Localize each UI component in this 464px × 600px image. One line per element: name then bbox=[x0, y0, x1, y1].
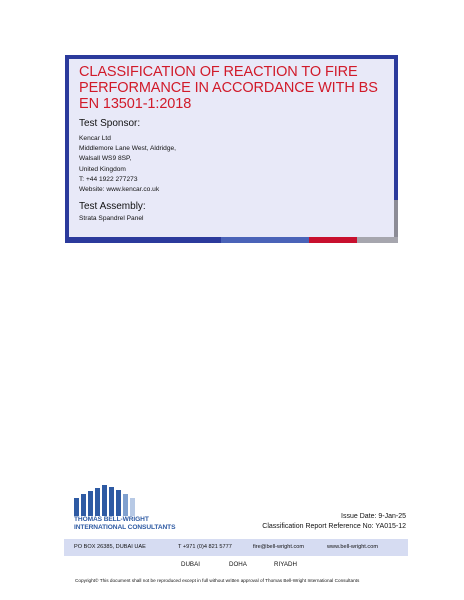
sponsor-line: T: +44 1922 277273 bbox=[79, 175, 138, 183]
cover-frame-right bbox=[394, 55, 398, 200]
company-logo bbox=[74, 483, 194, 531]
city-riyadh: RIYADH bbox=[274, 561, 297, 568]
sponsor-line: Website: www.kencar.co.uk bbox=[79, 186, 160, 194]
po-box: PO BOX 26385, DUBAI UAE bbox=[74, 544, 146, 550]
sponsor-line: United Kingdom bbox=[79, 165, 126, 173]
logo-text-line1: THOMAS BELL-WRIGHT bbox=[74, 516, 149, 523]
cover-panel bbox=[65, 55, 399, 243]
assembly-value: Strata Spandrel Panel bbox=[79, 215, 144, 222]
issue-info bbox=[262, 512, 406, 532]
email-link[interactable]: fire@bell-wright.com bbox=[253, 544, 305, 550]
cover-color-strip bbox=[65, 237, 398, 243]
logo-text-line2: INTERNATIONAL CONSULTANTS bbox=[74, 524, 176, 531]
city-dubai: DUBAI bbox=[181, 561, 200, 568]
phone-number: T +971 (0)4 821 5777 bbox=[178, 544, 232, 550]
sponsor-line: Kencar Ltd bbox=[79, 135, 111, 142]
issue-date: Issue Date: 9-Jan-25 bbox=[341, 513, 406, 520]
report-reference: Classification Report Reference No: YA015-12 bbox=[262, 523, 406, 530]
sponsor-details bbox=[79, 134, 176, 195]
sponsor-line: Walsall WS9 8SP, bbox=[79, 155, 132, 163]
report-title: CLASSIFICATION OF REACTION TO FIRE PERFORMANCE IN ACCORDANCE WITH BS EN 13501-1:2018 bbox=[79, 64, 378, 112]
strip-mid-blue bbox=[221, 237, 309, 243]
assembly-heading: Test Assembly: bbox=[79, 201, 146, 212]
logo-bars-icon bbox=[74, 483, 138, 516]
sponsor-line: Middlemore Lane West, Aldridge, bbox=[79, 145, 177, 153]
strip-dark-blue bbox=[65, 237, 221, 243]
city-doha: DOHA bbox=[229, 561, 247, 568]
strip-grey bbox=[357, 237, 398, 243]
cover-frame-left bbox=[65, 55, 69, 243]
contact-band bbox=[64, 539, 408, 556]
website-link[interactable]: www.bell-wright.com bbox=[327, 544, 378, 550]
sponsor-heading: Test Sponsor: bbox=[79, 118, 141, 129]
copyright-notice: Copyright© This document shall not be reproduced except in full without written approval of Thomas Bell-Wright International Consultants bbox=[75, 578, 360, 583]
strip-red bbox=[309, 237, 357, 243]
cover-frame-top bbox=[65, 55, 398, 59]
